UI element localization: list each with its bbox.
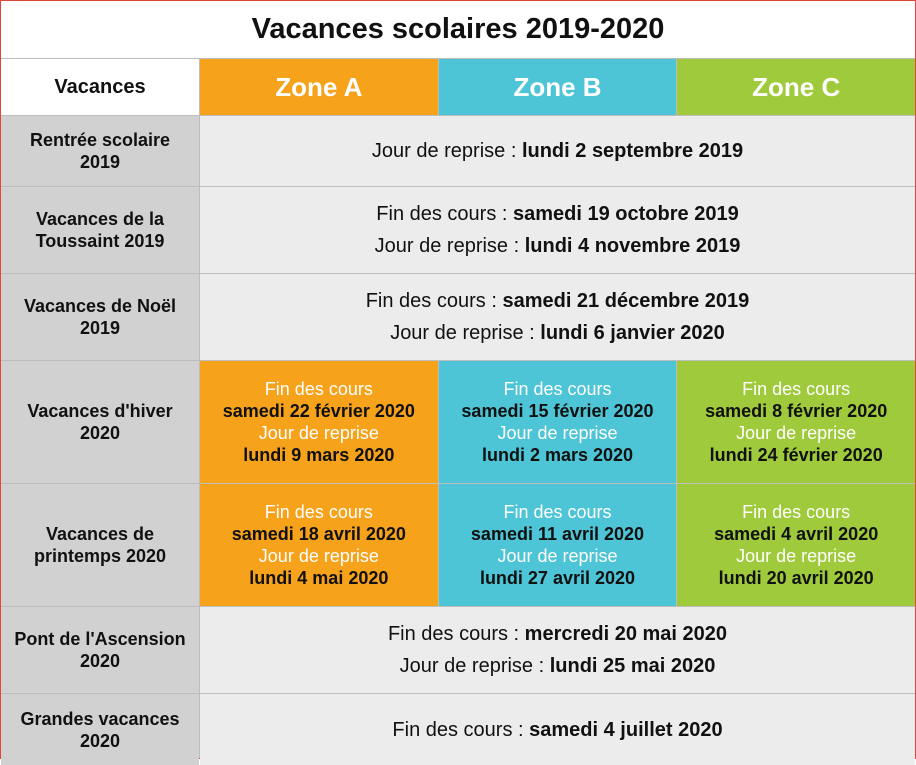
reprise-label: Jour de reprise: [371, 140, 506, 162]
noel-reprise-date: lundi 6 janvier 2020: [540, 322, 725, 344]
header-vacances: Vacances: [1, 59, 199, 115]
printemps-zone-c: [677, 484, 915, 606]
fin-label: Fin des cours: [387, 623, 508, 645]
page-title: Vacances scolaires 2019-2020: [1, 1, 915, 59]
hiver-c-fin-date: samedi 8 février 2020: [705, 401, 888, 421]
noel-fin-line: Fin des cours : samedi 21 décembre 2019: [365, 290, 750, 312]
vacation-table: [1, 59, 915, 758]
fin-label: Fin des cours: [742, 379, 851, 399]
reprise-label: Jour de reprise: [399, 655, 534, 677]
fin-label: Fin des cours: [742, 502, 851, 522]
printemps-zone-b: [439, 484, 677, 606]
row-label-rentree: Rentrée scolaire 2019: [1, 116, 199, 186]
toussaint-fin-date: samedi 19 octobre 2019: [513, 203, 739, 225]
hiver-a-fin-date: samedi 22 février 2020: [222, 401, 415, 421]
hiver-b-fin-date: samedi 15 février 2020: [461, 401, 654, 421]
reprise-label: Jour de reprise: [258, 423, 379, 443]
ascension-reprise-date: lundi 25 mai 2020: [549, 655, 716, 677]
reprise-label: Jour de reprise: [258, 546, 379, 566]
printemps-c-fin-date: samedi 4 avril 2020: [714, 524, 879, 544]
rentree-dates: [200, 116, 915, 186]
hiver-zone-a: [200, 361, 438, 483]
noel-dates: [200, 274, 915, 360]
fin-label: Fin des cours: [376, 203, 497, 225]
fin-label: Fin des cours: [392, 718, 513, 741]
row-label-toussaint: Vacances de la Toussaint 2019: [1, 187, 199, 273]
printemps-a-reprise-date: lundi 4 mai 2020: [249, 568, 389, 588]
reprise-label: Jour de reprise: [497, 423, 618, 443]
row-label-ascension: Pont de l'Ascension 2020: [1, 607, 199, 693]
printemps-b-reprise-date: lundi 27 avril 2020: [479, 568, 636, 588]
header-zone-c: Zone C: [677, 59, 915, 115]
row-label-hiver: Vacances d'hiver 2020: [1, 361, 199, 483]
toussaint-dates: [200, 187, 915, 273]
toussaint-reprise-date: lundi 4 novembre 2019: [524, 235, 741, 257]
row-label-grandes: Grandes vacances 2020: [1, 694, 199, 765]
printemps-a-fin-date: samedi 18 avril 2020: [231, 524, 406, 544]
fin-label: Fin des cours: [503, 379, 612, 399]
reprise-label: Jour de reprise: [390, 322, 524, 344]
header-zone-a: Zone A: [200, 59, 438, 115]
printemps-zone-a: [200, 484, 438, 606]
ascension-fin-line: Fin des cours : mercredi 20 mai 2020: [387, 623, 728, 645]
fin-label: Fin des cours: [264, 379, 373, 399]
fin-label: Fin des cours: [365, 290, 486, 312]
printemps-c-reprise-date: lundi 20 avril 2020: [718, 568, 874, 588]
grandes-fin-date: samedi 4 juillet 2020: [529, 718, 723, 741]
printemps-b-fin-date: samedi 11 avril 2020: [470, 524, 645, 544]
row-label-printemps: Vacances de printemps 2020: [1, 484, 199, 606]
grandes-fin-line: Fin des cours : samedi 4 juillet 2020: [392, 718, 723, 741]
hiver-zone-c: [677, 361, 915, 483]
toussaint-reprise-line: Jour de reprise : lundi 4 novembre 2019: [374, 235, 741, 257]
reprise-label: Jour de reprise: [736, 423, 857, 443]
ascension-fin-date: mercredi 20 mai 2020: [524, 623, 728, 645]
row-label-noel: Vacances de Noël 2019: [1, 274, 199, 360]
rentree-reprise-line: Jour de reprise : lundi 2 septembre 2019: [371, 140, 744, 162]
header-zone-b: Zone B: [439, 59, 677, 115]
reprise-label: Jour de reprise: [497, 546, 618, 566]
reprise-label: Jour de reprise: [736, 546, 857, 566]
rentree-reprise-date: lundi 2 septembre 2019: [521, 140, 744, 162]
ascension-reprise-line: Jour de reprise : lundi 25 mai 2020: [399, 655, 716, 677]
noel-reprise-line: Jour de reprise : lundi 6 janvier 2020: [390, 322, 725, 344]
hiver-a-reprise-date: lundi 9 mars 2020: [243, 445, 395, 465]
reprise-label: Jour de reprise: [374, 235, 509, 257]
noel-fin-date: samedi 21 décembre 2019: [502, 290, 750, 312]
hiver-b-reprise-date: lundi 2 mars 2020: [481, 445, 634, 465]
hiver-zone-b: [439, 361, 677, 483]
ascension-dates: [200, 607, 915, 693]
toussaint-fin-line: Fin des cours : samedi 19 octobre 2019: [376, 203, 739, 225]
fin-label: Fin des cours: [503, 502, 612, 522]
hiver-c-reprise-date: lundi 24 février 2020: [709, 445, 883, 465]
fin-label: Fin des cours: [264, 502, 373, 522]
grandes-dates: [200, 694, 915, 765]
